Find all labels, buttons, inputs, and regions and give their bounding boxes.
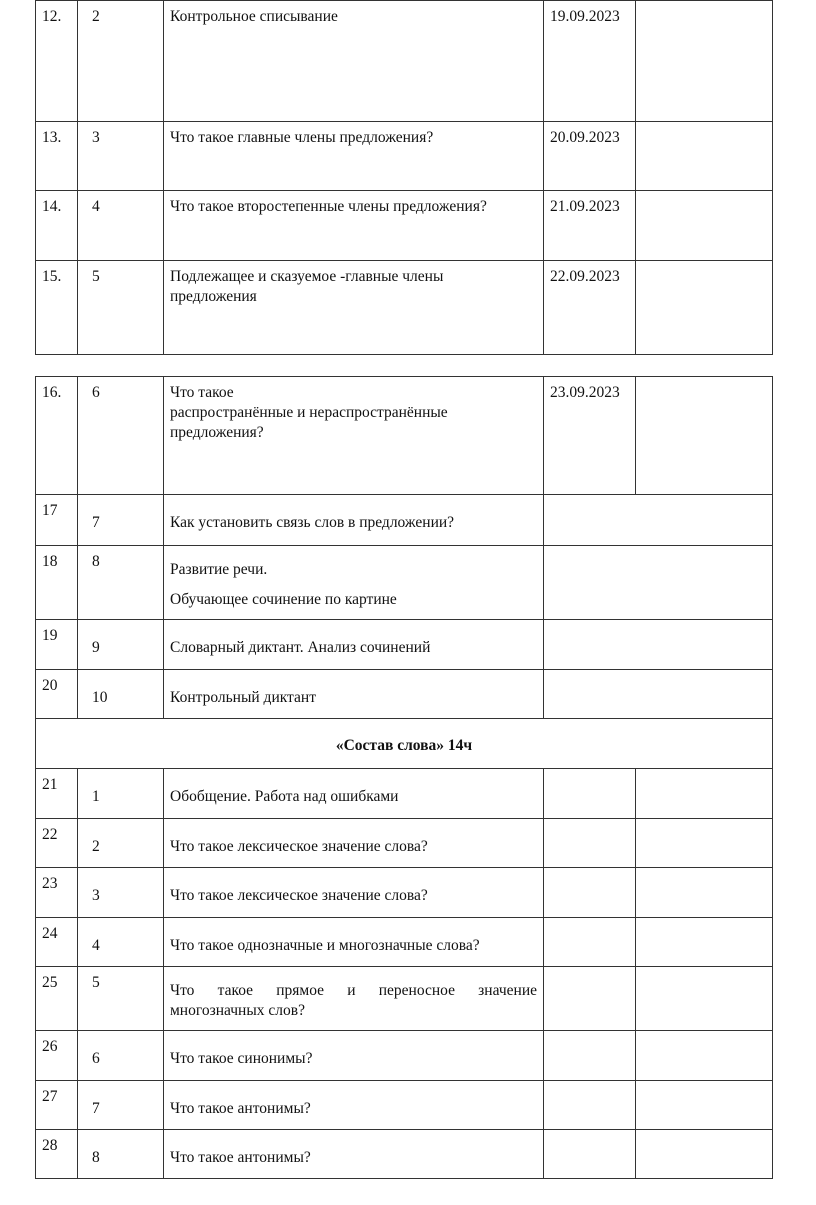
lesson-date-cell	[544, 967, 636, 1031]
lesson-topic-cell: Что такое лексическое значение слова?	[164, 819, 544, 868]
lesson-note-cell	[636, 967, 773, 1031]
lesson-number-cell: 19	[36, 620, 78, 670]
topic-line: Подлежащее и сказуемое -главные члены	[170, 268, 444, 285]
lesson-date-cell: 21.09.2023	[544, 191, 636, 261]
table-row	[36, 1, 773, 122]
lesson-note-cell	[636, 122, 773, 191]
lesson-topic-cell	[164, 261, 544, 355]
lesson-topic-cell: Что такое второстепенные члены предложения?	[164, 191, 544, 261]
lesson-date-cell	[544, 868, 636, 918]
lesson-order-cell: 4	[78, 918, 164, 967]
lesson-number-cell: 23	[36, 868, 78, 918]
lesson-date-cell	[544, 769, 636, 819]
lesson-order-cell: 8	[78, 1130, 164, 1179]
lesson-number-cell: 24	[36, 918, 78, 967]
lesson-topic-cell: Что такое антонимы?	[164, 1130, 544, 1179]
lesson-topic-cell: Как установить связь слов в предложении?	[164, 495, 544, 546]
lesson-order-cell: 6	[78, 1031, 164, 1081]
lesson-date-cell: 23.09.2023	[544, 377, 636, 495]
lesson-date-cell: 19.09.2023	[544, 1, 636, 122]
table-row	[36, 967, 773, 1031]
lesson-topic-cell: Обобщение. Работа над ошибками	[164, 769, 544, 819]
lesson-note-cell	[636, 377, 773, 495]
lesson-topic-cell: Словарный диктант. Анализ сочинений	[164, 620, 544, 670]
lesson-order-cell: 8	[78, 546, 164, 620]
lesson-number-cell: 16.	[36, 377, 78, 495]
lesson-note-cell	[636, 769, 773, 819]
table-row	[36, 670, 773, 719]
lesson-note-cell	[636, 1, 773, 122]
lesson-order-cell: 3	[78, 868, 164, 918]
lesson-topic-cell: Что такое синонимы?	[164, 1031, 544, 1081]
lesson-number-cell: 13.	[36, 122, 78, 191]
lesson-order-cell: 4	[78, 191, 164, 261]
lesson-date-cell	[544, 620, 773, 670]
lesson-order-cell: 2	[78, 819, 164, 868]
lesson-order-cell: 2	[78, 1, 164, 122]
lesson-date-cell	[544, 1031, 636, 1081]
lesson-order-cell: 10	[78, 670, 164, 719]
table-row	[36, 1130, 773, 1179]
lesson-number-cell: 17	[36, 495, 78, 546]
lesson-date-cell	[544, 1130, 636, 1179]
lesson-topic-cell	[164, 546, 544, 620]
lesson-number-cell: 15.	[36, 261, 78, 355]
lesson-note-cell	[636, 261, 773, 355]
lesson-order-cell: 7	[78, 1081, 164, 1130]
topic-line: распространённые и нераспространённые	[170, 404, 448, 421]
topic-line: предложения?	[170, 424, 264, 441]
table-row	[36, 261, 773, 355]
lesson-number-cell: 21	[36, 769, 78, 819]
lesson-date-cell	[544, 918, 636, 967]
lesson-number-cell: 25	[36, 967, 78, 1031]
lesson-number-cell: 27	[36, 1081, 78, 1130]
lesson-topic-cell	[164, 967, 544, 1031]
lesson-order-cell: 9	[78, 620, 164, 670]
lesson-date-cell	[544, 1081, 636, 1130]
section-row	[36, 719, 773, 769]
lesson-order-cell: 1	[78, 769, 164, 819]
lesson-topic-cell: Что такое лексическое значение слова?	[164, 868, 544, 918]
table-row	[36, 1031, 773, 1081]
lesson-table-part-1	[35, 0, 773, 355]
lesson-number-cell: 14.	[36, 191, 78, 261]
lesson-table-part-2	[35, 376, 773, 1179]
section-title-cell	[36, 719, 773, 769]
lesson-note-cell	[636, 1031, 773, 1081]
topic-line: Что такое прямое и переносное значение	[170, 982, 537, 999]
lesson-number-cell: 26	[36, 1031, 78, 1081]
lesson-note-cell	[636, 1081, 773, 1130]
table-row	[36, 769, 773, 819]
lesson-order-cell: 5	[78, 967, 164, 1031]
lesson-note-cell	[636, 1130, 773, 1179]
lesson-topic-cell: Что такое однозначные и многозначные слова?	[164, 918, 544, 967]
table-row	[36, 495, 773, 546]
lesson-topic-cell: Контрольный диктант	[164, 670, 544, 719]
lesson-number-cell: 28	[36, 1130, 78, 1179]
lesson-topic-cell: Контрольное списывание	[164, 1, 544, 122]
lesson-number-cell: 22	[36, 819, 78, 868]
topic-line: Что такое	[170, 384, 234, 401]
lesson-order-cell: 3	[78, 122, 164, 191]
table-row	[36, 819, 773, 868]
table-row	[36, 122, 773, 191]
lesson-date-cell	[544, 495, 773, 546]
lesson-date-cell: 22.09.2023	[544, 261, 636, 355]
lesson-note-cell	[636, 868, 773, 918]
table-row	[36, 546, 773, 620]
lesson-topic-cell	[164, 377, 544, 495]
lesson-order-cell: 5	[78, 261, 164, 355]
table-row	[36, 868, 773, 918]
lesson-date-cell	[544, 819, 636, 868]
lesson-note-cell	[636, 819, 773, 868]
lesson-topic-cell: Что такое главные члены предложения?	[164, 122, 544, 191]
section-title: «Состав слова» 14ч	[335, 737, 473, 754]
lesson-order-cell: 6	[78, 377, 164, 495]
topic-line: многозначных слов?	[170, 1002, 305, 1019]
lesson-topic-cell: Что такое антонимы?	[164, 1081, 544, 1130]
lesson-number-cell: 20	[36, 670, 78, 719]
lesson-date-cell	[544, 670, 773, 719]
table-row	[36, 377, 773, 495]
lesson-order-cell: 7	[78, 495, 164, 546]
table-row	[36, 1081, 773, 1130]
lesson-note-cell	[636, 191, 773, 261]
table-row	[36, 191, 773, 261]
lesson-note-cell	[636, 918, 773, 967]
table-row	[36, 918, 773, 967]
lesson-date-cell	[544, 546, 773, 620]
lesson-number-cell: 18	[36, 546, 78, 620]
lesson-number-cell: 12.	[36, 1, 78, 122]
topic-line: Развитие речи.	[170, 561, 268, 578]
topic-line: Обучающее сочинение по картине	[170, 591, 397, 608]
lesson-date-cell: 20.09.2023	[544, 122, 636, 191]
table-row	[36, 620, 773, 670]
topic-line: предложения	[170, 288, 257, 305]
